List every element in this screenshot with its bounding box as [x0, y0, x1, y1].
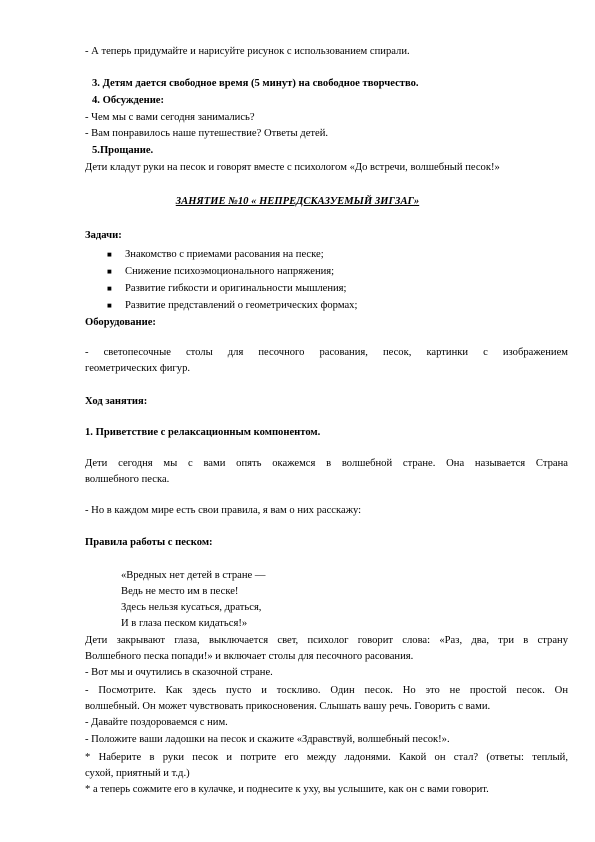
text-line: - Чем мы с вами сегодня занимались? — [85, 112, 255, 123]
text-line: - Вам понравилось наше путешествие? Ответы детей. — [85, 128, 329, 139]
tasks-heading: Задачи: — [85, 230, 122, 241]
list-item-text: Развитие представлений о геометрических формах; — [125, 300, 358, 311]
poem-line: Здесь нельзя кусаться, драться, — [121, 602, 262, 613]
bullet-icon: ■ — [107, 284, 112, 293]
step-5-heading: 5.Прощание. — [92, 145, 154, 156]
list-item — [85, 280, 357, 297]
lesson-title: ЗАНЯТИЕ №10 « НЕПРЕДСКАЗУЕМЫЙ ЗИГЗАГ» — [175, 196, 420, 207]
text-line: Дети закрывают глаза, выключается свет, психолог говорит слова: «Раз, два, три в страну — [85, 635, 568, 646]
poem-line: И в глаза песком кидаться!» — [121, 618, 248, 629]
text-line: Волшебного песка попади!» и включает столы для песочного расования. — [85, 651, 414, 662]
bullet-icon: ■ — [107, 267, 112, 276]
text-line: * Наберите в руки песок и потрите его между ладонями. Какой он стал? (ответы: теплый, — [85, 752, 568, 763]
text-line: Дети сегодня мы с вами опять окажемся в волшебной стране. Она называется Страна — [85, 458, 568, 469]
text-line: - светопесочные столы для песочного расования, песок, картинки с изображением — [85, 347, 568, 358]
text-line: Дети кладут руки на песок и говорят вместе с психологом «До встречи, волшебный песок!» — [85, 162, 500, 173]
step-4-heading: 4. Обсуждение: — [92, 95, 165, 106]
tasks-list — [85, 246, 357, 314]
text-line: - Положите ваши ладошки на песок и скажите «Здравствуй, волшебный песок!». — [85, 734, 450, 745]
poem-line: Ведь не место им в песке! — [121, 586, 239, 597]
text-line: - Посмотрите. Как здесь пусто и тоскливо. Один песок. Но это не простой песок. Он — [85, 685, 568, 696]
text-line: волшебный. Он может чувствовать прикосновения. Слышать вашу речь. Говорить с вами. — [85, 701, 491, 712]
bullet-icon: ■ — [107, 301, 112, 310]
list-item-text: Знакомство с приемами расования на песке; — [125, 249, 324, 260]
text-line: волшебного песка. — [85, 474, 170, 485]
text-line: - Но в каждом мире есть свои правила, я вам о них расскажу: — [85, 505, 362, 516]
bullet-icon: ■ — [107, 250, 112, 259]
list-item-text: Развитие гибкости и оригинальности мышления; — [125, 283, 347, 294]
text-line: сухой, приятный и т.д.) — [85, 768, 190, 779]
step-3-heading: 3. Детям дается свободное время (5 минут) на свободное творчество. — [92, 78, 419, 89]
text-line: * а теперь сожмите его в кулачке, и поднесите к уху, вы услышите, как он с вами говорит. — [85, 784, 489, 795]
rules-heading: Правила работы с песком: — [85, 537, 213, 548]
list-item — [85, 297, 357, 314]
text-line: геометрических фигур. — [85, 363, 191, 374]
poem-line: «Вредных нет детей в стране — — [121, 570, 266, 581]
list-item-text: Снижение психоэмоционального напряжения; — [125, 266, 335, 277]
text-line: - А теперь придумайте и нарисуйте рисунок с использованием спирали. — [85, 46, 410, 57]
course-heading: Ход занятия: — [85, 396, 148, 407]
step-1-heading: 1. Приветствие с релаксационным компонентом. — [85, 427, 321, 438]
text-line: - Вот мы и очутились в сказочной стране. — [85, 667, 273, 678]
list-item — [85, 246, 357, 263]
equipment-heading: Оборудование: — [85, 317, 156, 328]
text-line: - Давайте поздороваемся с ним. — [85, 717, 228, 728]
list-item — [85, 263, 357, 280]
